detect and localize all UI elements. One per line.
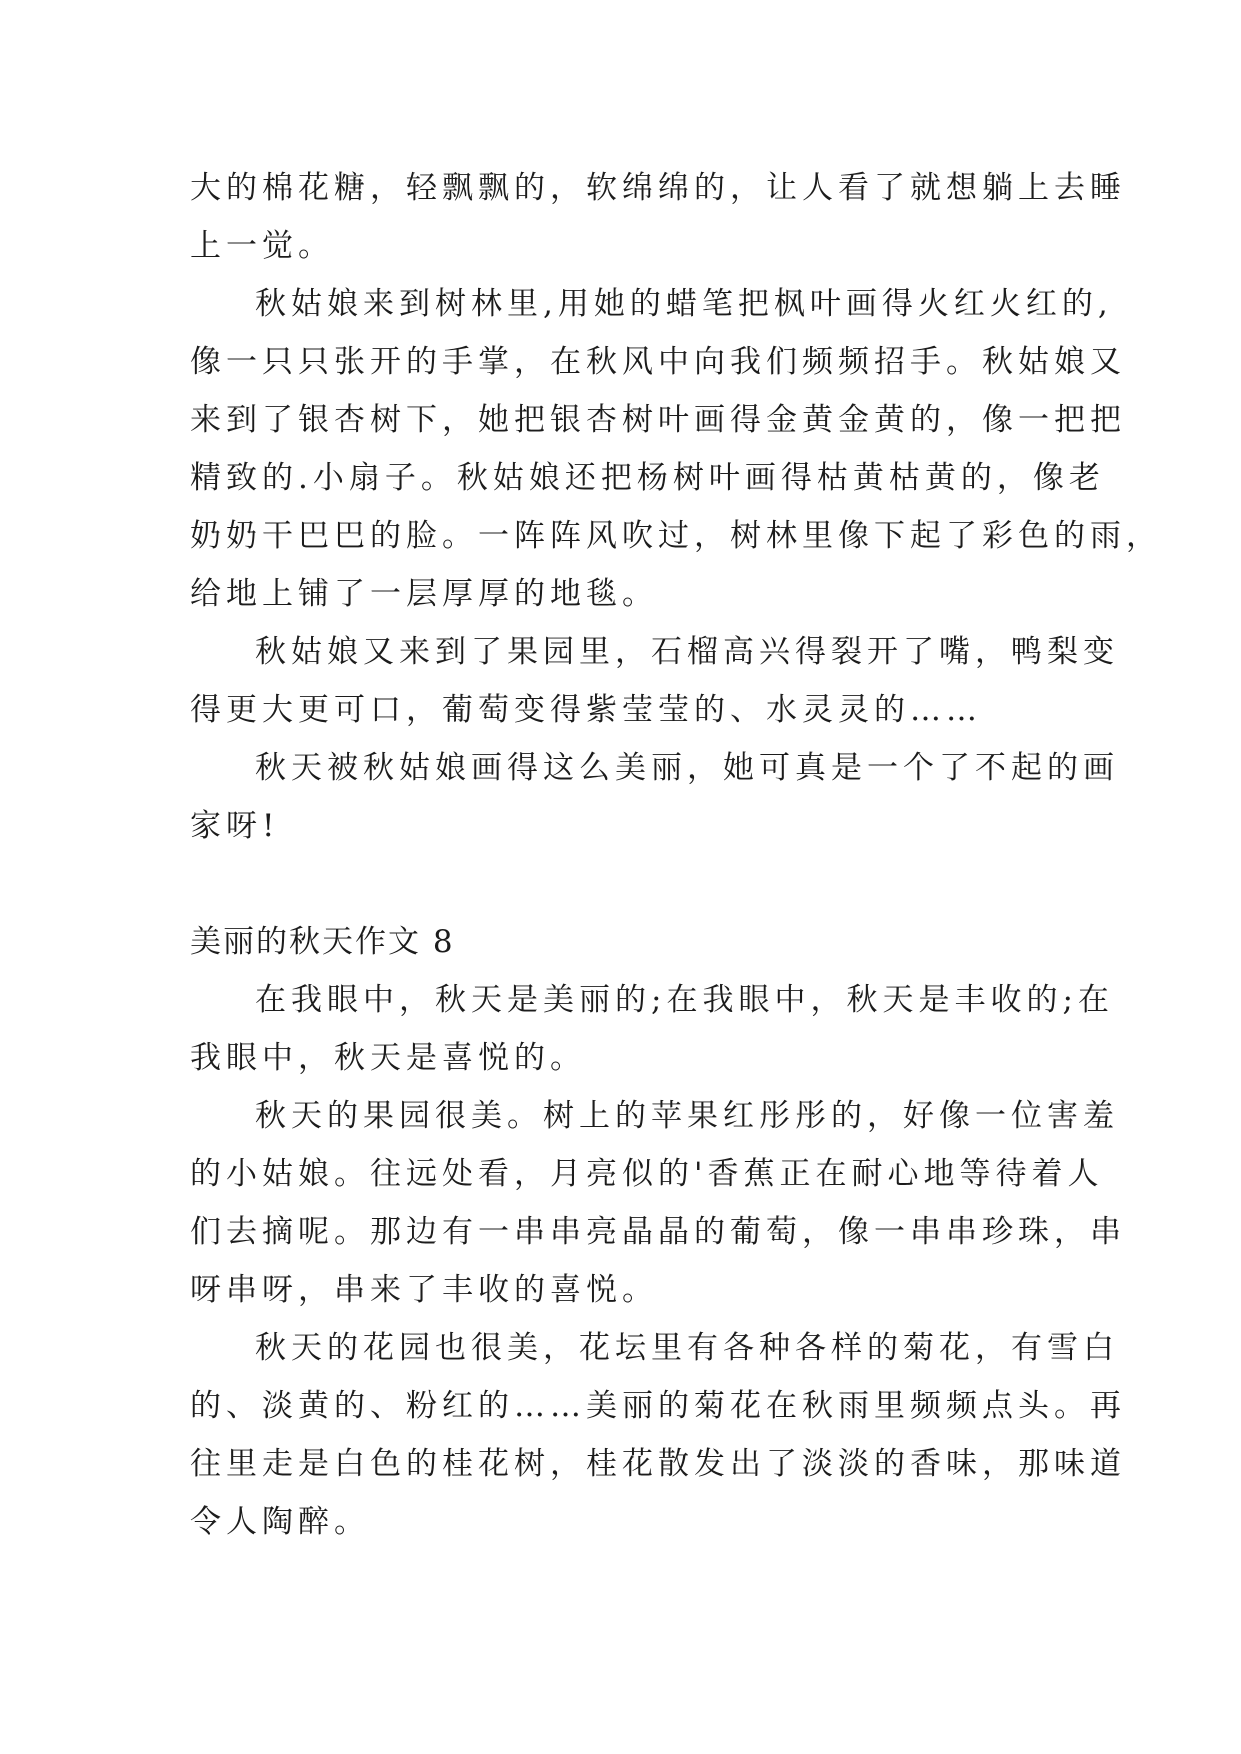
text-line-paragraph-start: 在我眼中，秋天是美丽的;在我眼中，秋天是丰收的;在 bbox=[255, 982, 1114, 1018]
text-line: 的、淡黄的、粉红的……美丽的菊花在秋雨里频频点头。再 bbox=[190, 1388, 1126, 1424]
text-line: 呀串呀，串来了丰收的喜悦。 bbox=[190, 1272, 658, 1308]
text-line: 给地上铺了一层厚厚的地毯。 bbox=[190, 576, 658, 612]
text-line: 往里走是白色的桂花树，桂花散发出了淡淡的香味，那味道 bbox=[190, 1446, 1126, 1482]
text-line: 大的棉花糖，轻飘飘的，软绵绵的，让人看了就想躺上去睡 bbox=[190, 170, 1126, 206]
text-line: 的小姑娘。往远处看，月亮似的'香蕉正在耐心地等待着人 bbox=[190, 1156, 1104, 1192]
text-line: 我眼中，秋天是喜悦的。 bbox=[190, 1040, 586, 1076]
text-line: 们去摘呢。那边有一串串亮晶晶的葡萄，像一串串珍珠，串 bbox=[190, 1214, 1126, 1250]
text-line-paragraph-start: 秋天的果园很美。树上的苹果红彤彤的，好像一位害羞 bbox=[255, 1098, 1119, 1134]
text-line: 奶奶干巴巴的脸。一阵阵风吹过，树林里像下起了彩色的雨， bbox=[190, 518, 1162, 554]
text-line: 令人陶醉。 bbox=[190, 1504, 370, 1540]
text-line: 精致的.小扇子。秋姑娘还把杨树叶画得枯黄枯黄的，像老 bbox=[190, 460, 1105, 496]
text-line: 家呀! bbox=[190, 808, 280, 844]
text-line-paragraph-start: 秋天的花园也很美，花坛里有各种各样的菊花，有雪白 bbox=[255, 1330, 1119, 1366]
text-line-paragraph-start: 秋天被秋姑娘画得这么美丽，她可真是一个了不起的画 bbox=[255, 750, 1119, 786]
text-line: 像一只只张开的手掌，在秋风中向我们频频招手。秋姑娘又 bbox=[190, 344, 1126, 380]
text-line: 来到了银杏树下，她把银杏树叶画得金黄金黄的，像一把把 bbox=[190, 402, 1126, 438]
section-heading: 美丽的秋天作文 8 bbox=[190, 924, 455, 960]
text-line-paragraph-start: 秋姑娘来到树林里,用她的蜡笔把枫叶画得火红火红的, bbox=[255, 286, 1113, 322]
text-line: 得更大更可口，葡萄变得紫莹莹的、水灵灵的…… bbox=[190, 692, 982, 728]
text-line-paragraph-start: 秋姑娘又来到了果园里，石榴高兴得裂开了嘴，鸭梨变 bbox=[255, 634, 1119, 670]
text-line: 上一觉。 bbox=[190, 228, 334, 264]
